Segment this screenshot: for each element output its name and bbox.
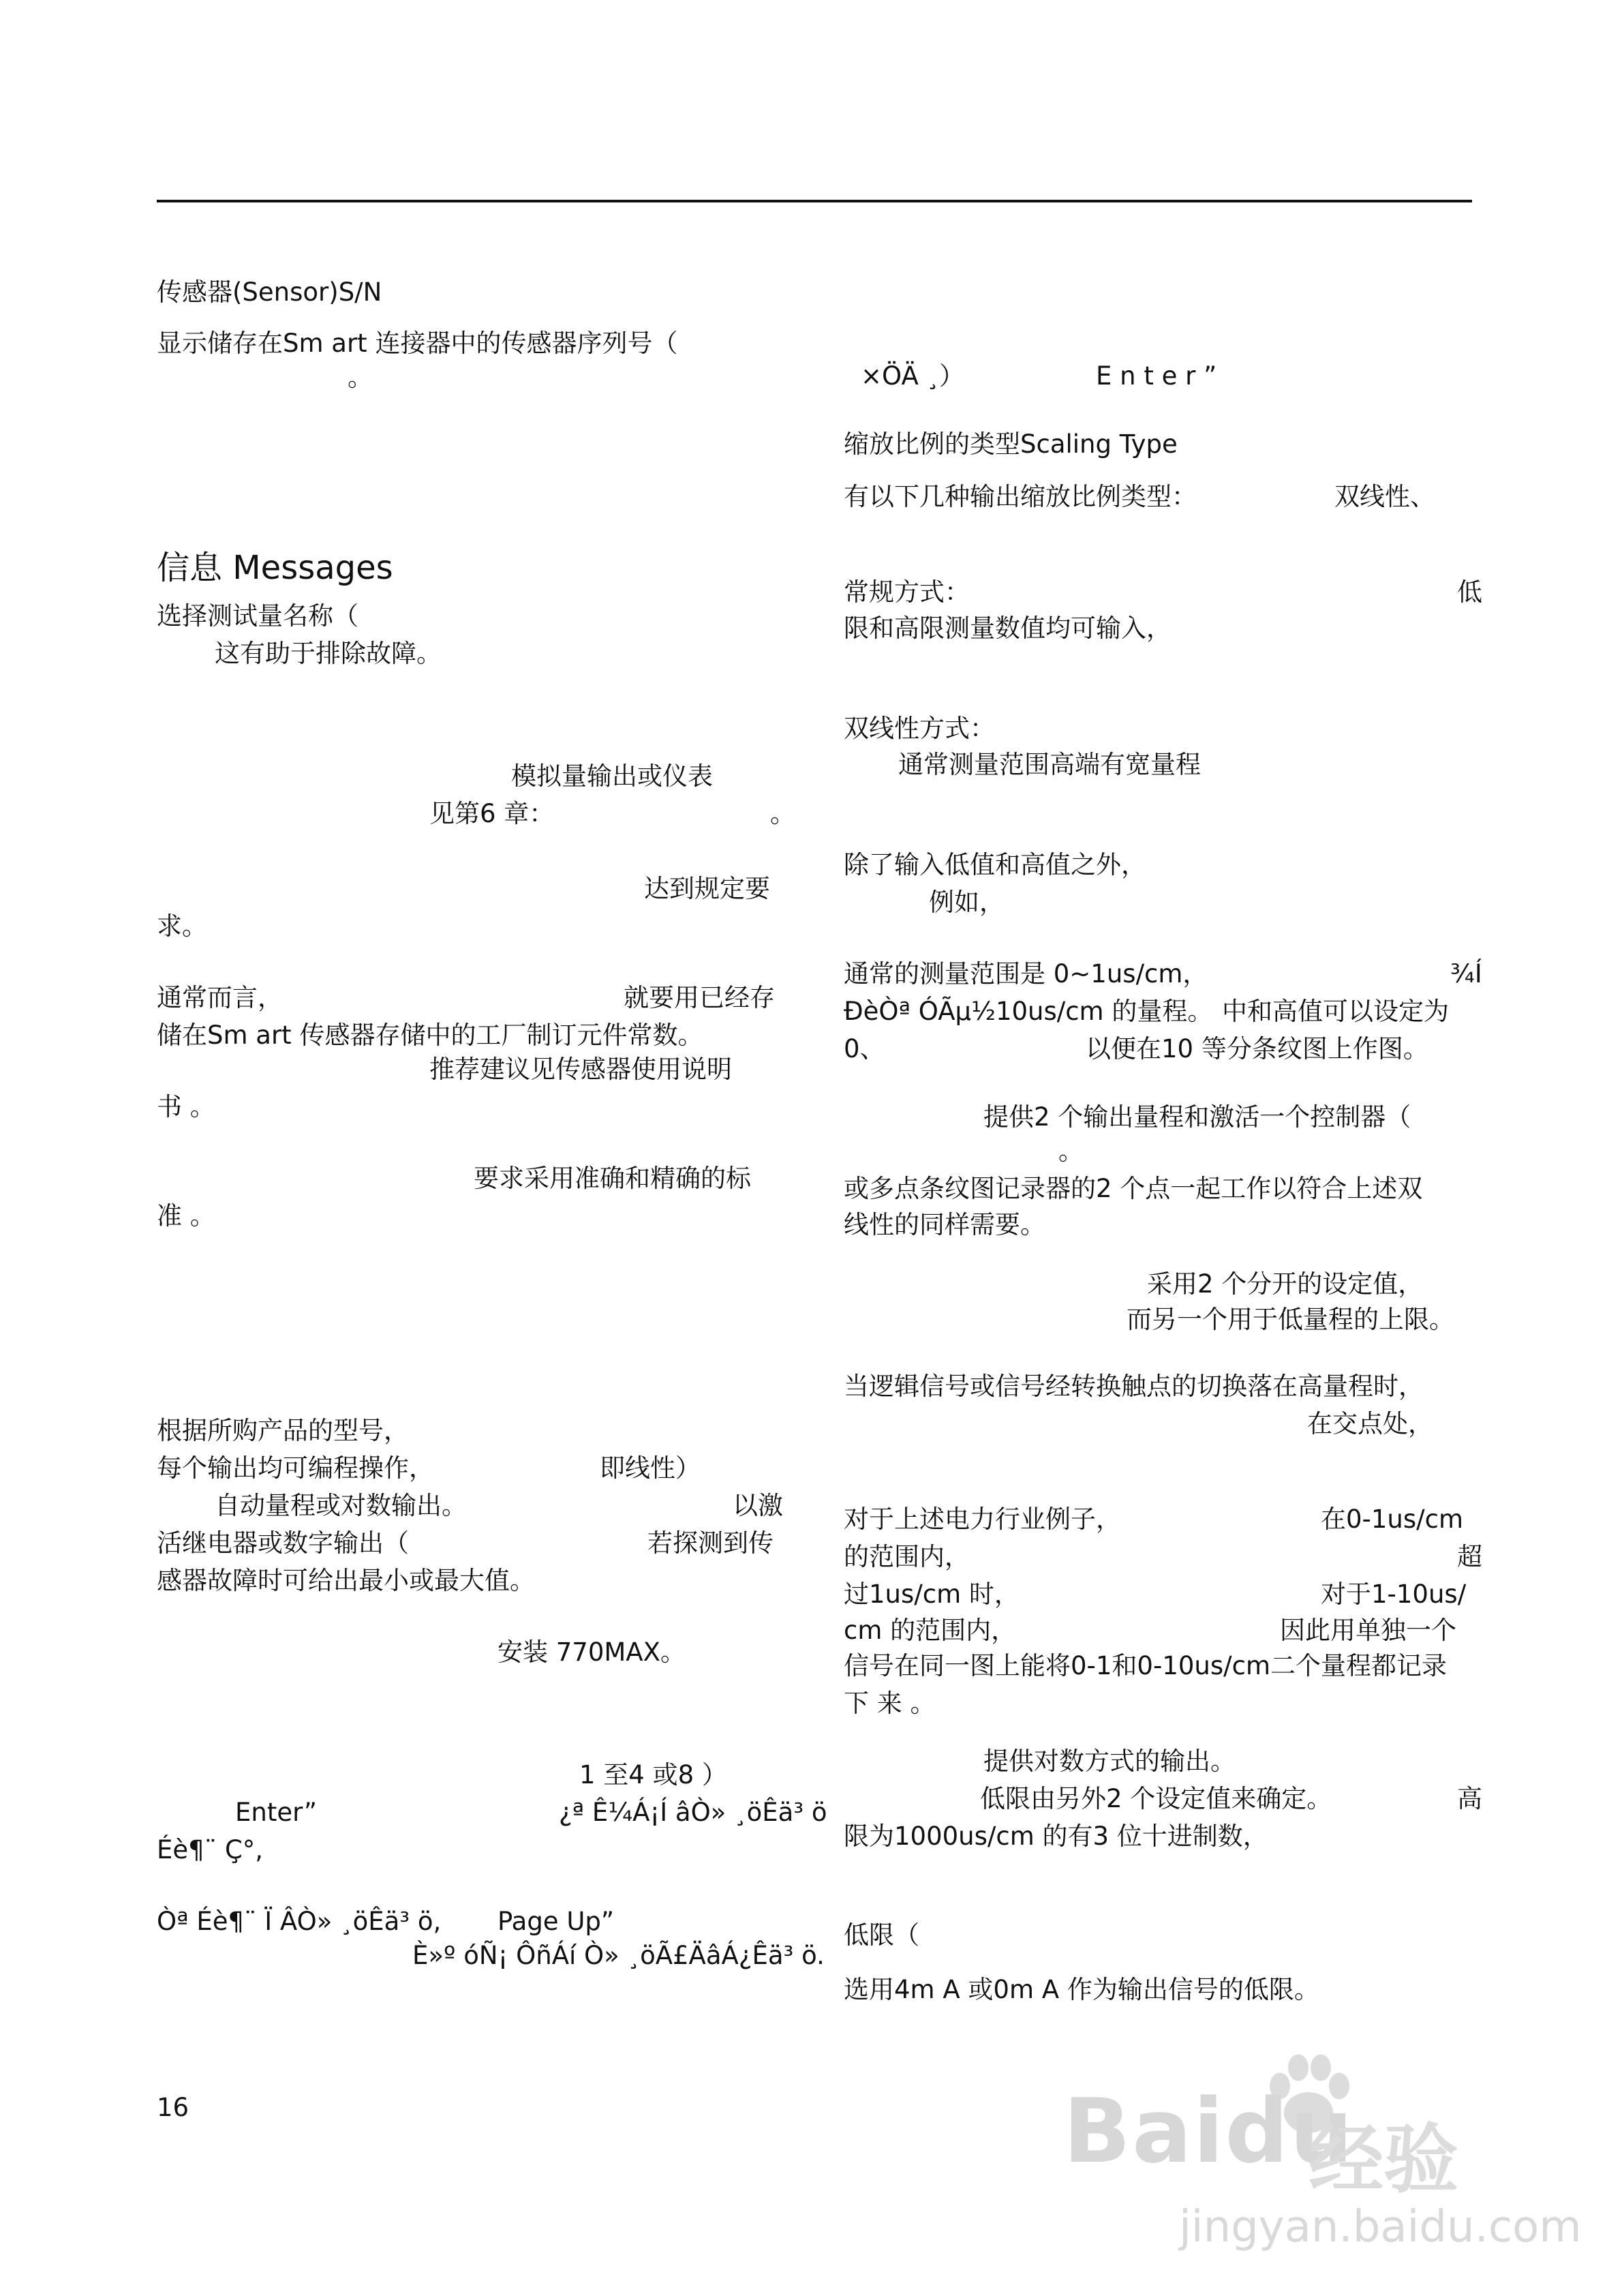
left-column-text-line: 就要用已经存 <box>624 983 775 1012</box>
left-column-text-line: 。 <box>348 363 373 392</box>
right-column-text-line: 提供对数方式的输出。 <box>983 1747 1236 1776</box>
left-column-text-line: 每个输出均可编程操作， <box>157 1453 434 1483</box>
right-column-text-line: 。 <box>1058 1136 1084 1166</box>
left-column-text-line: 这有助于排除故障。 <box>215 639 442 668</box>
right-column-text-line: 低 <box>1457 577 1482 607</box>
right-column-text-line: 双线性方式： <box>844 714 995 743</box>
header-rule <box>157 200 1472 202</box>
left-column-text-line: 根据所购产品的型号， <box>157 1416 409 1445</box>
right-column-text-line: 中和高值可以设定为 <box>1222 997 1449 1026</box>
right-column-text-line: 0、 <box>844 1034 885 1063</box>
left-column-text-line: 达到规定要 <box>644 874 770 903</box>
left-column-text-line: 求。 <box>157 911 207 941</box>
left-column-text-line: È»º óÑ¡ ÔñÁí Ò» ¸öÃ£ÄâÁ¿Êä³ ö. <box>412 1941 825 1970</box>
right-column-text-line: ¾Í <box>1450 959 1482 988</box>
left-column-text-line: 要求采用准确和精确的标 <box>474 1164 751 1193</box>
right-column-text-line: 通常的测量范围是 0~1us/cm， <box>844 959 1208 988</box>
watermark-jingyan: 经验 <box>1309 2116 1458 2203</box>
left-column-text-line: 见第6 章： <box>429 799 555 828</box>
left-column-text-line: Enter” <box>235 1798 318 1827</box>
right-column-text-line: ÐèÒª ÓÃµ½10us/cm 的量程。 <box>844 997 1213 1026</box>
right-column-text-line: 例如， <box>929 888 1005 917</box>
left-column-text-line: 储在Sm art 传感器存储中的工厂制订元件常数。 <box>157 1021 703 1050</box>
right-column-text-line: 有以下几种输出缩放比例类型： <box>844 482 1197 511</box>
left-column-text-line: 感器故障时可给出最小或最大值。 <box>157 1566 535 1595</box>
right-column-text-line: 对于1-10us/ <box>1321 1580 1467 1609</box>
left-column-text-line: 信息 Messages <box>157 549 393 587</box>
watermark-url: jingyan.baidu.com <box>1179 2202 1582 2252</box>
right-column-text-line: 下 来 。 <box>844 1689 936 1718</box>
right-column-text-line: 因此用单独一个 <box>1280 1616 1456 1645</box>
right-column-text-line: 在0-1us/cm <box>1321 1505 1464 1534</box>
left-column-text-line: 即线性） <box>600 1453 701 1483</box>
left-column-text-line: 模拟量输出或仪表 <box>511 761 713 791</box>
right-column-text-line: 在交点处， <box>1307 1409 1433 1438</box>
right-column-text-line: 通常测量范围高端有宽量程 <box>898 750 1201 779</box>
right-column-text-line: 选用4m A 或0m A 作为输出信号的低限。 <box>844 1975 1319 2004</box>
left-column-text-line: 自动量程或对数输出。 <box>215 1491 467 1520</box>
right-column-text-line: 超 <box>1457 1542 1482 1571</box>
right-column-text-line: 采用2 个分开的设定值， <box>1147 1269 1424 1299</box>
left-column-text-line: ¿ª Ê¼Á¡Í âÒ» ¸öÊä³ ö <box>559 1798 827 1827</box>
right-column-text-line: 或多点条纹图记录器的2 个点一起工作以符合上述双 <box>844 1174 1423 1203</box>
right-column-text-line: 低限（ <box>844 1920 919 1950</box>
right-column-text-line: ×ÖÄ ¸） <box>861 361 965 391</box>
right-column-text-line: 高 <box>1457 1784 1482 1813</box>
left-column-text-line: 若探测到传 <box>647 1528 774 1558</box>
left-column-text-line: 显示储存在Sm art 连接器中的传感器序列号（ <box>157 329 678 358</box>
left-column-text-line: 书 。 <box>157 1092 215 1121</box>
right-column-text-line: 缩放比例的类型Scaling Type <box>844 429 1178 459</box>
left-column-text-line: 推荐建议见传感器使用说明 <box>429 1055 732 1084</box>
left-column-text-line: Òª Éè¶¨ Ï ÂÒ» ¸öÊä³ ö, <box>157 1907 442 1936</box>
left-column-text-line: 安装 770MAX。 <box>498 1637 686 1667</box>
page-number: 16 <box>157 2093 189 2122</box>
right-column-text-line: 过1us/cm 时， <box>844 1580 1020 1609</box>
right-column-text-line: 线性的同样需要。 <box>844 1210 1045 1239</box>
left-column-text-line: Éè¶¨ Ç°, <box>157 1835 264 1864</box>
right-column-text-line: 常规方式： <box>844 577 970 607</box>
left-column-text-line: 选择测试量名称（ <box>157 601 358 631</box>
right-column-text-line: 限和高限测量数值均可输入， <box>844 614 1172 643</box>
right-column-text-line: 的范围内， <box>844 1542 970 1571</box>
right-column-text-line: 双线性、 <box>1334 482 1435 511</box>
right-column-text-line: 限为1000us/cm 的有3 位十进制数， <box>844 1822 1268 1851</box>
left-column-text-line: 1 至4 或8 ） <box>579 1760 727 1789</box>
right-column-text-line: 而另一个用于低量程的上限。 <box>1127 1305 1454 1334</box>
left-column-text-line: 通常而言， <box>157 983 283 1012</box>
right-column-text-line: 提供2 个输出量程和激活一个控制器（ <box>983 1102 1411 1132</box>
right-column-text-line: E n t e r ” <box>1096 361 1217 391</box>
left-column-text-line: 活继电器或数字输出（ <box>157 1528 409 1558</box>
left-column-text-line: 。 <box>770 799 795 828</box>
baidu-watermark <box>1063 2072 1582 2270</box>
right-column-text-line: cm 的范围内， <box>844 1616 1017 1645</box>
right-column-text-line: 低限由另外2 个设定值来确定。 <box>980 1784 1332 1813</box>
left-column-text-line: 传感器(Sensor)S/N <box>157 277 382 307</box>
left-column-text-line: 以激 <box>733 1491 783 1520</box>
watermark-logo: Baidu <box>1063 2079 1354 2183</box>
right-column-text-line: 以便在10 等分条纹图上作图。 <box>1086 1034 1428 1063</box>
left-column-text-line: Page Up” <box>498 1907 615 1936</box>
right-column-text-line: 除了输入低值和高值之外， <box>844 850 1146 879</box>
right-column-text-line: 对于上述电力行业例子， <box>844 1505 1121 1534</box>
right-column-text-line: 当逻辑信号或信号经转换触点的切换落在高量程时， <box>844 1372 1424 1401</box>
right-column-text-line: 信号在同一图上能将0-1和0-10us/cm二个量程都记录 <box>844 1651 1447 1680</box>
left-column-text-line: 准 。 <box>157 1201 215 1230</box>
